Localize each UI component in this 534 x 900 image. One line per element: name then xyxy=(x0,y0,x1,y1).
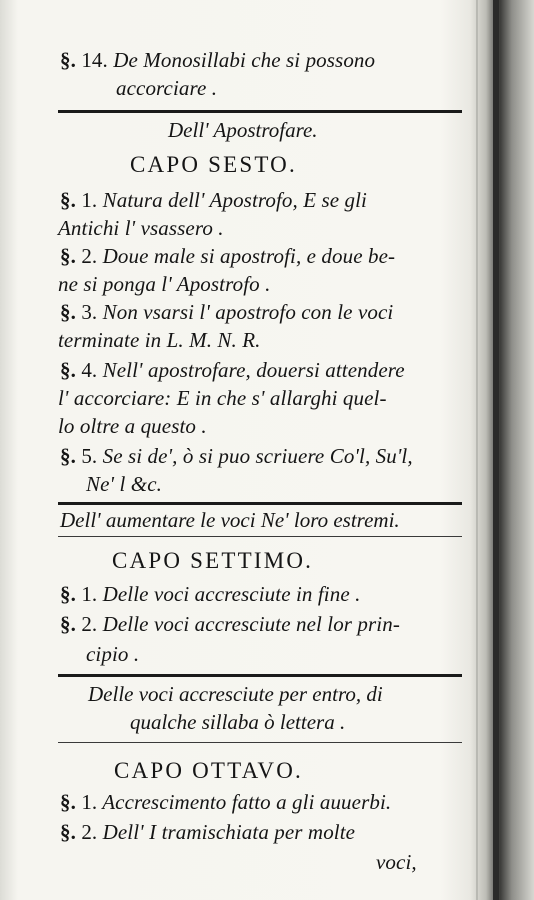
entry-title: Delle voci accresciute nel lor prin- xyxy=(102,612,400,636)
chapter-heading: CAPO SETTIMO. xyxy=(112,548,314,573)
gutter-shadow xyxy=(476,0,478,900)
entry-continuation: Antichi l' vsassero . xyxy=(58,216,224,240)
toc-entry xyxy=(60,612,400,637)
entry-title: Accrescimento fatto a gli auuerbi. xyxy=(102,790,392,814)
toc-entry xyxy=(60,582,360,607)
divider-rule xyxy=(58,110,462,113)
section-sign: §. xyxy=(60,444,76,468)
entry-title: Delle voci accresciute in fine . xyxy=(102,582,361,606)
entry-number: 1. xyxy=(81,790,98,814)
divider-rule xyxy=(58,502,462,505)
entry-title: Se si de', ò si puo scriuere Co'l, Su'l, xyxy=(102,444,413,468)
section-sign: §. xyxy=(60,48,76,72)
divider-rule-thin xyxy=(58,536,462,537)
entry-number: 14. xyxy=(81,48,108,72)
section-heading: Dell' Apostrofare. xyxy=(168,118,318,142)
entry-continuation: Ne' l &c. xyxy=(86,472,162,496)
entry-number: 5. xyxy=(81,444,98,468)
section-heading: Dell' aumentare le voci Ne' loro estremi. xyxy=(60,508,400,532)
entry-continuation: voci, xyxy=(376,850,417,874)
toc-entry xyxy=(60,444,413,469)
divider-rule-thin xyxy=(58,742,462,743)
page-gutter xyxy=(493,0,499,900)
entry-continuation: cipio . xyxy=(86,642,140,666)
toc-entry xyxy=(60,244,395,269)
entry-continuation: lo oltre a questo . xyxy=(58,414,207,438)
section-sign: §. xyxy=(60,582,76,606)
entry-title: Non vsarsi l' apostrofo con le voci xyxy=(102,300,394,324)
section-sign: §. xyxy=(60,820,76,844)
toc-entry xyxy=(60,188,367,213)
entry-title: Natura dell' Apostrofo, E se gli xyxy=(102,188,367,212)
entry-title: Doue male si apostrofi, e doue be- xyxy=(102,244,396,268)
entry-number: 3. xyxy=(81,300,98,324)
section-heading: Delle voci accresciute per entro, di xyxy=(88,682,383,706)
entry-title: De Monosillabi che si possono xyxy=(113,48,376,72)
entry-number: 2. xyxy=(81,820,98,844)
entry-continuation: l' accorciare: E in che s' allarghi quel- xyxy=(58,386,387,410)
entry-number: 1. xyxy=(81,188,98,212)
entry-number: 2. xyxy=(81,244,98,268)
entry-continuation: terminate in L. M. N. R. xyxy=(58,328,261,352)
chapter-heading: CAPO SESTO. xyxy=(130,152,297,177)
section-sign: §. xyxy=(60,244,76,268)
section-heading-continuation: qualche sillaba ò lettera . xyxy=(130,710,346,734)
divider-rule xyxy=(58,674,462,677)
entry-number: 1. xyxy=(81,582,98,606)
toc-entry xyxy=(60,790,391,815)
section-sign: §. xyxy=(60,188,76,212)
section-sign: §. xyxy=(60,358,76,382)
entry-number: 4. xyxy=(81,358,98,382)
entry-title: Dell' I tramischiata per molte xyxy=(102,820,356,844)
section-sign: §. xyxy=(60,612,76,636)
toc-entry xyxy=(60,48,375,73)
entry-continuation: accorciare . xyxy=(116,76,218,100)
section-sign: §. xyxy=(60,300,76,324)
toc-entry xyxy=(60,300,393,325)
section-sign: §. xyxy=(60,790,76,814)
entry-title: Nell' apostrofare, douersi attendere xyxy=(102,358,405,382)
entry-number: 2. xyxy=(81,612,98,636)
chapter-heading: CAPO OTTAVO. xyxy=(114,758,303,783)
toc-entry xyxy=(60,358,405,383)
toc-entry xyxy=(60,820,355,845)
entry-continuation: ne si ponga l' Apostrofo . xyxy=(58,272,271,296)
